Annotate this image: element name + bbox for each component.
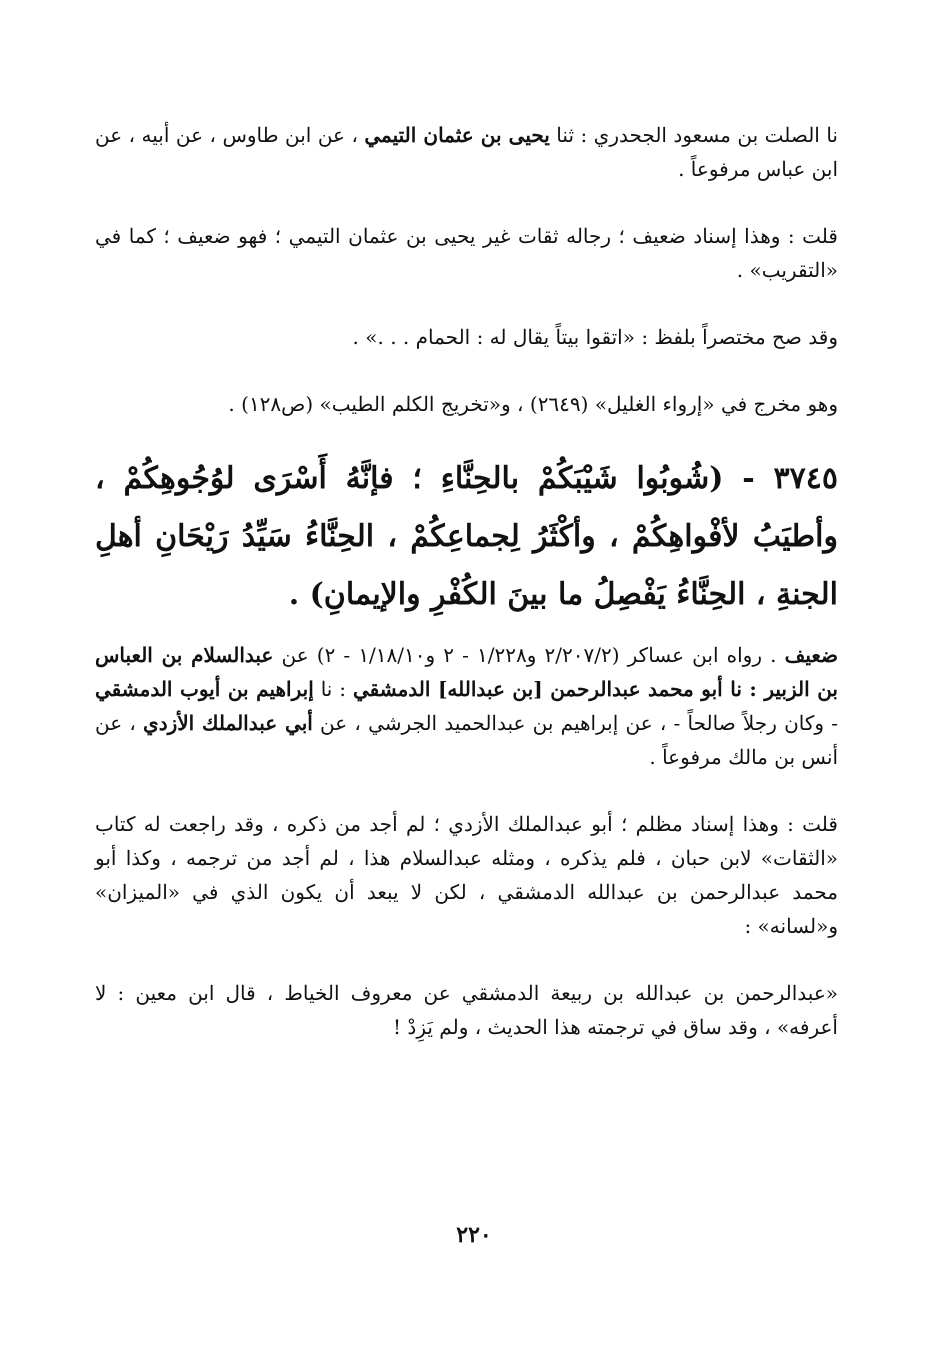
narrator-name: يحيى بن عثمان التيمي (364, 123, 550, 147)
text-segment: ، عن ابن طاوس ، عن أبيه ، عن ابن عباس مرفوعاً . (95, 123, 838, 181)
paragraph-comment-2: قلت : وهذا إسناد مظلم ؛ أبو عبدالملك الأزدي ؛ لم أجد من ذكره ، وقد راجعت له كتاب «الثقات» لابن حبان ، فلم يذكره ، ومثله عبدالسلام هذا ، لم أجد من ترجمه ، وكذا أبو محمد عبدالرحمن بن عبدالله الدمشقي ، لكن لا يبعد أن يكون الذي في «الميزان» و«لسانه» : (95, 812, 838, 938)
paragraph-isnad-1 (95, 118, 838, 186)
grading-label: ضعيف (784, 643, 838, 667)
text-segment: - وكان رجلاً صالحاً - ، عن إبراهيم بن عبدالحميد الجرشي ، عن (312, 711, 838, 735)
hadith-text: ٣٧٤٥ - (شُوبُوا شَيْبَكُمْ بالحِنَّاءِ ؛ فإنَّهُ أَسْرَى لوُجُوهِكُمْ ، وأطيَبُ لأفْواهِكُمْ ، وأكْثَرُ لِجماعِكُمْ ، الحِنَّاءُ سَيِّدُ رَيْحَانِ أهلِ الجنةِ ، الحِنَّاءُ يَفْصِلُ ما بينَ الكُفْرِ والإيمانِ) . (95, 461, 838, 612)
paragraph-sahih-note: وقد صح مختصراً بلفظ : «اتقوا بيتاً يقال له : الحمام . . .» . (352, 325, 838, 349)
text-segment: . رواه ابن عساكر (٢/٢٠٧/٢ و١/٢٢٨ - ٢ و١/١٨/١٠ - ٢) عن (273, 643, 785, 667)
narrator-name: إبراهيم بن أيوب الدمشقي (95, 677, 314, 701)
paragraph-reference: وهو مخرج في «إرواء الغليل» (٢٦٤٩) ، و«تخريج الكلم الطيب» (ص١٢٨) . (228, 392, 838, 416)
narrator-name: أبي عبدالملك الأزدي (143, 711, 313, 735)
text-segment: ، عن أنس بن مالك مرفوعاً . (95, 711, 838, 769)
paragraph-quote: «عبدالرحمن بن عبدالله بن ربيعة الدمشقي عن معروف الخياط ، قال ابن معين : لا أعرفه» ، وقد ساق في ترجمته هذا الحديث ، ولم يَزِدْ ! (95, 981, 838, 1039)
text-segment: نا الصلت بن مسعود الجحدري : ثنا (549, 123, 838, 147)
page-body (95, 118, 838, 1077)
page-number: ٢٢٠ (456, 1222, 492, 1248)
narrator-name: عبدالسلام بن العباس بن الزبير : نا أبو محمد عبدالرحمن [بن عبدالله] الدمشقي (95, 643, 838, 701)
text-segment: : نا (313, 677, 353, 701)
paragraph-comment-1: قلت : وهذا إسناد ضعيف ؛ رجاله ثقات غير يحيى بن عثمان التيمي ؛ فهو ضعيف ؛ كما في «التقريب» . (95, 224, 838, 282)
paragraph-grading (95, 638, 838, 774)
